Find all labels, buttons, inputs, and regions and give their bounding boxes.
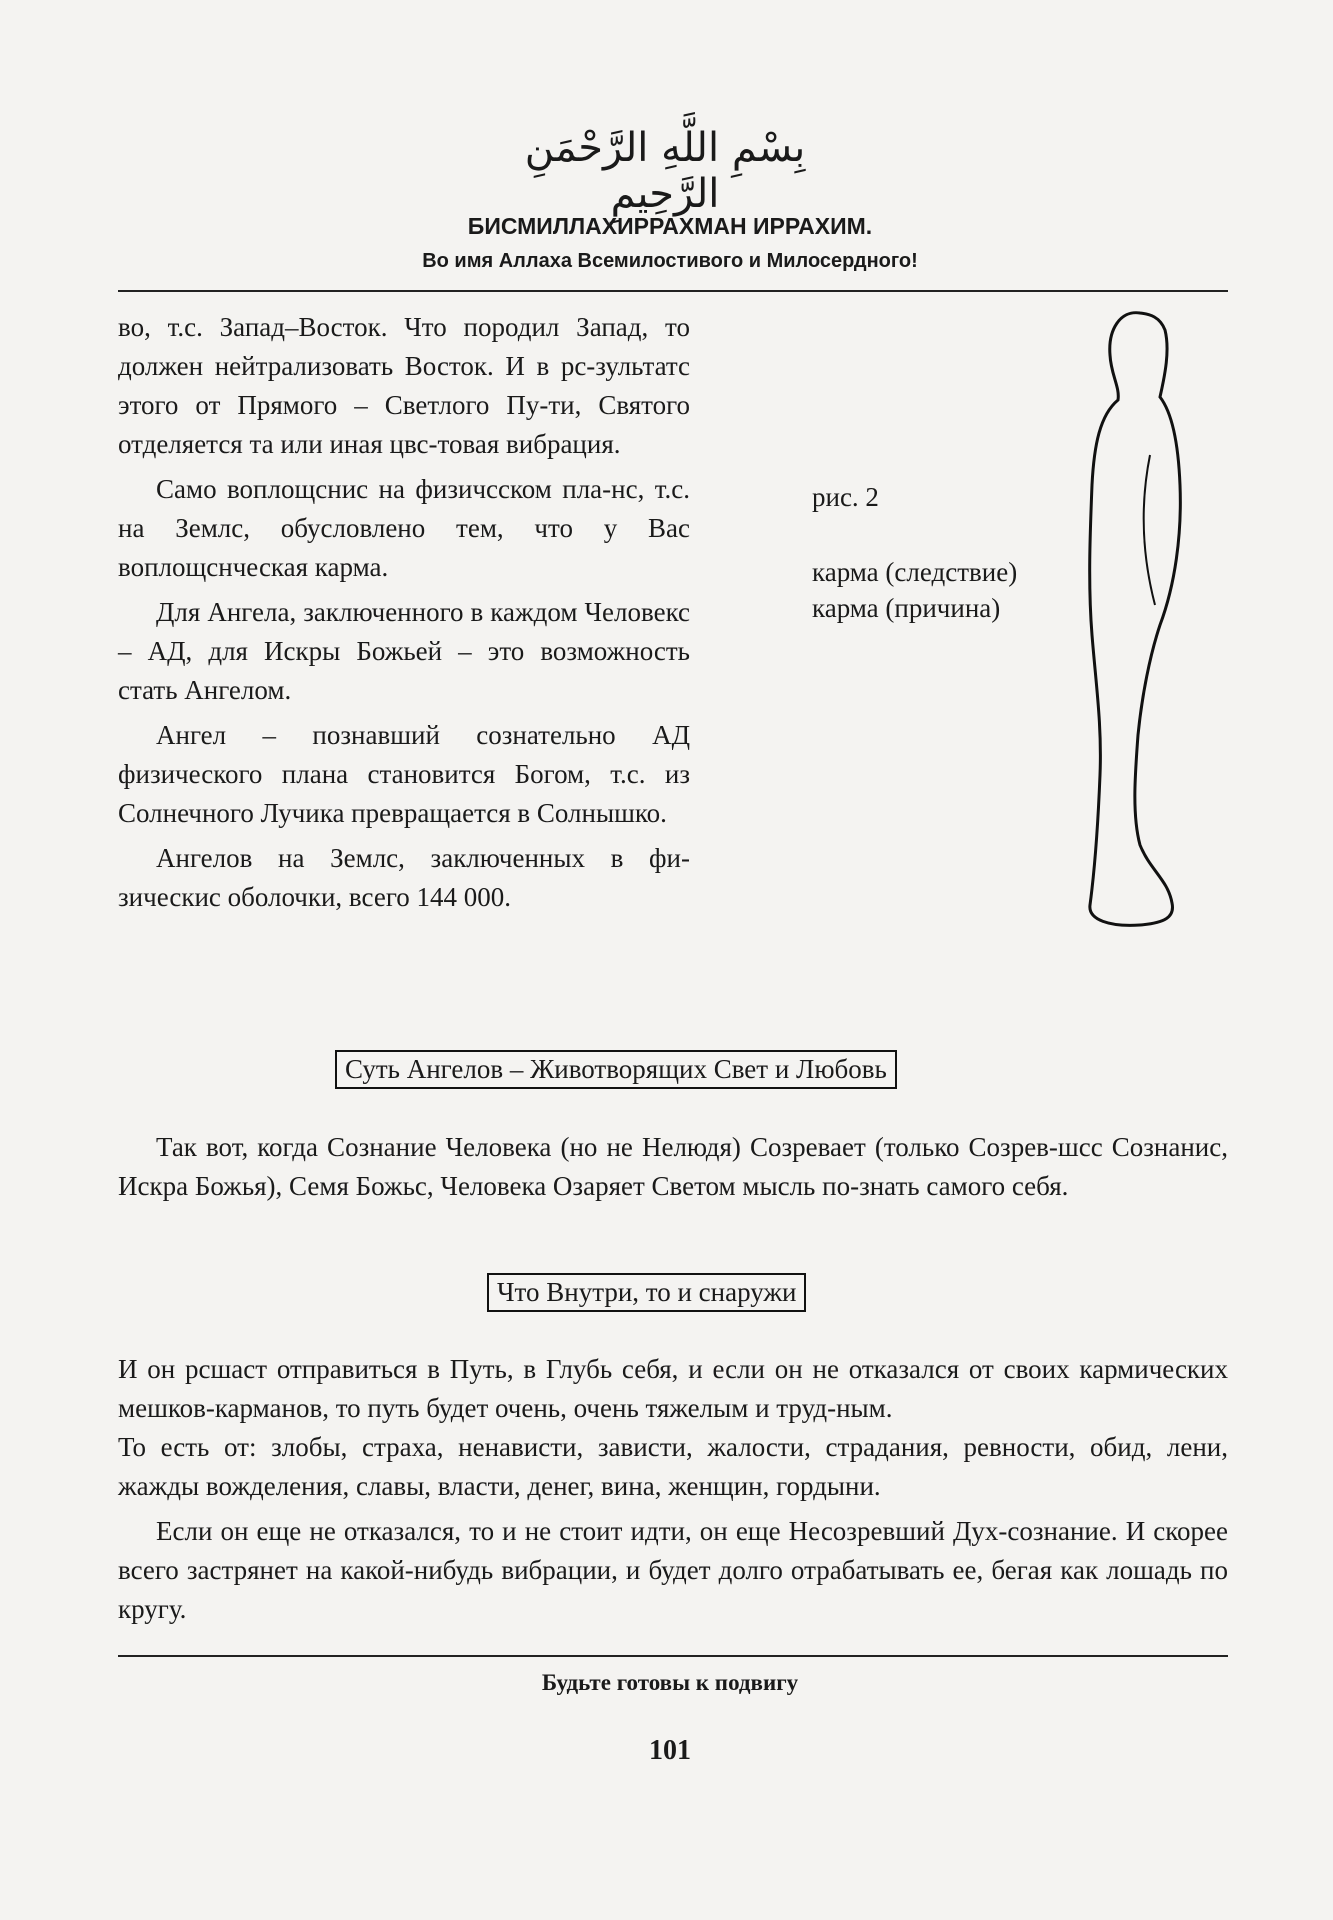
paragraph: Ангелов на Землс, заключенных в фи-зическис оболочки, всего 144 000.	[118, 843, 690, 912]
left-text-column	[118, 308, 690, 923]
paragraph: Само воплощснис на физичсском пла-нс, т.с. на Землс, обусловлено тем, что у Вас воплощснческая карма.	[118, 474, 690, 582]
paragraph: Для Ангела, заключенного в каждом Человекс – АД, для Искры Божьей – это возможность стать Ангелом.	[118, 597, 690, 705]
section2-body	[118, 1350, 1228, 1629]
paragraph: Так вот, когда Сознание Человека (но не Нелюдя) Созревает (только Созрев-шсс Сознанис, Искра Божья), Семя Божьс, Человека Озаряет Светом мысль по-знать самого себя.	[118, 1132, 1228, 1201]
header-divider	[118, 290, 1228, 292]
figure-label-effect: карма (следствие)	[812, 557, 1018, 587]
footer-divider	[118, 1655, 1228, 1657]
paragraph: Если он еще не отказался, то и не стоит идти, он еще Несозревший Дух-сознание. И скорее всего застрянет на какой-нибудь вибрации, и будет долго отрабатывать ее, бегая как лошадь по кругу.	[118, 1516, 1228, 1624]
arm-line	[1144, 455, 1155, 605]
page-number: 101	[649, 1735, 691, 1766]
figure-label-cause: карма (причина)	[812, 593, 1001, 623]
paragraph: То есть от: злобы, страха, ненависти, зависти, жалости, страдания, ревности, обид, лени, жажды вожделения, славы, власти, денег, вина, женщин, гордыни.	[118, 1432, 1228, 1501]
page-header-subtitle: Во имя Аллаха Всемилостивого и Милосердного!	[422, 250, 918, 272]
section1-body	[118, 1128, 1228, 1206]
paragraph: Ангел – познавший сознательно АД физического плана становится Богом, т.с. из Солнечного Лучика превращается в Солнышко.	[118, 720, 690, 828]
section-heading-inside-outside: Что Внутри, то и снаружи	[487, 1273, 806, 1312]
arabic-calligraphy: بِسْمِ اللَّهِ الرَّحْمَنِ الرَّحِيمِ	[524, 125, 806, 217]
section-heading-angels: Суть Ангелов – Животворящих Свет и Любовь	[335, 1050, 897, 1089]
page-header-title: БИСМИЛЛАХИРРАХМАН ИРРАХИМ.	[467, 213, 873, 239]
paragraph: И он рсшаст отправиться в Путь, в Глубь себя, и если он не отказался от своих кармических мешков-карманов, то путь будет очень, очень тяжелым и труд-ным.	[118, 1354, 1228, 1423]
silhouette-outline	[1090, 313, 1181, 926]
figure-caption: рис. 2	[812, 482, 879, 512]
human-silhouette-figure	[1080, 305, 1190, 935]
footer-motto: Будьте готовы к подвигу	[541, 1670, 799, 1695]
paragraph: во, т.с. Запад–Восток. Что породил Запад, то должен нейтрализовать Восток. И в рс-зультатс этого от Прямого – Светлого Пу-ти, Святого отделяется та или иная цвс-товая вибрация.	[118, 312, 690, 459]
